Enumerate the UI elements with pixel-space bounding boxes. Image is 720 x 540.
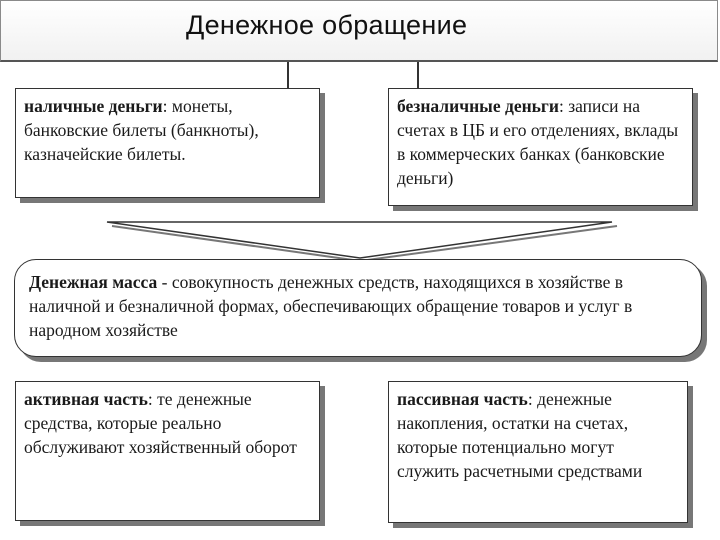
active-part-term: активная часть [24,389,148,409]
cash-money-definition: : монеты, банковские билеты (банкноты), казначейские билеты. [24,96,259,164]
passive-part-definition: : денежные накопления, остатки на счетах, которые потенциально могут служить расчетными средствами [397,389,643,481]
noncash-money-term: безналичные деньги [397,96,559,116]
cash-money-term: наличные деньги [24,96,163,116]
passive-part-box [388,381,688,523]
active-part-definition: : те денежные средства, которые реально обслуживают хозяйственный оборот [24,389,297,457]
passive-part-term: пассивная часть [397,389,528,409]
money-supply-term: Денежная масса [29,272,158,292]
page-title: Денежное обращение [186,10,468,40]
active-part-box [15,381,320,521]
money-supply-box [14,259,702,357]
money-supply-definition: - совокупность денежных средств, находящихся в хозяйстве в наличной и безналичной формах, обеспечивающих обращение товаров и услуг в народном хозяйстве [29,272,633,340]
noncash-money-definition: : записи на счетах в ЦБ и его отделениях, вклады в коммерческих банках (банковские деньги) [397,96,679,188]
